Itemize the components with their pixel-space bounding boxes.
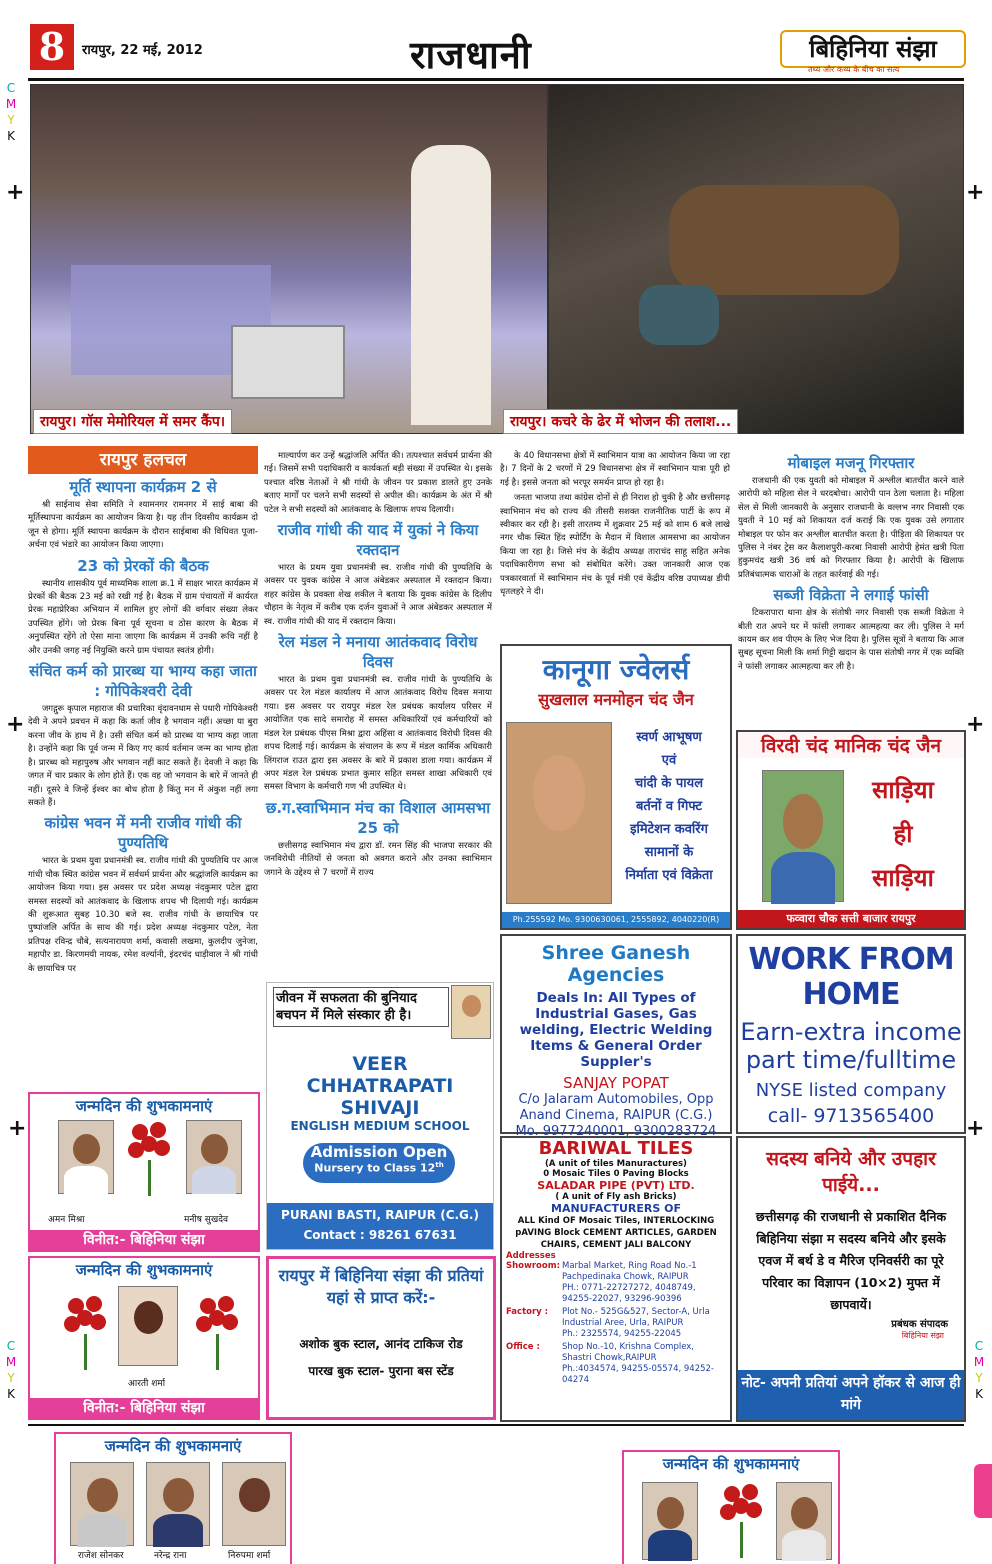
birthday-heading: जन्मदिन की शुभकामनाएं <box>662 1455 800 1473</box>
ad-phone: Ph.255592 Mo. 9300630061, 2555892, 4040220(R) <box>502 912 730 928</box>
portrait-photo <box>222 1462 286 1546</box>
ad-product-list: स्वर्ण आभूषण एवं चांदी के पायल बर्तनों व गिफ्ट इमिटेशन कवरिंग सामानों के निर्माता एवं विक्रेता <box>625 730 713 883</box>
ad-line: ALL Kind OF Mosaic Tiles, INTERLOCKING pAVING Block CEMENT ARTICLES, GARDEN CHAIRS, CEMENT JALI BALCONY <box>515 1216 717 1250</box>
vinit-footer: विनीत:- बिहिनिया संझा <box>30 1398 258 1418</box>
model-photo <box>506 722 612 904</box>
ad-line: 0 Mosaic Tiles 0 Paving Blocks <box>543 1169 689 1179</box>
birthday-box-1 <box>28 1092 260 1252</box>
ad-line: ( A unit of Fly ash Bricks) <box>555 1192 677 1202</box>
stall-line: अशोक बुक स्टाल, आनंद टाकिज रोड <box>299 1337 463 1351</box>
portrait-photo <box>58 1120 114 1194</box>
portrait-photo <box>118 1286 178 1366</box>
shree-ganesh-ad <box>500 934 732 1139</box>
footer-rule <box>28 1424 964 1426</box>
work-from-home-ad <box>736 934 966 1134</box>
ad-body: छत्तीसगढ़ की राजधानी से प्रकाशित दैनिक बिहिनिया संझा म सदस्य बनिये और इसके एवज में बर्थ डे व मैरिज एनिवर्सरी का पूरे परिवार का विज्ञापन (10×2) मुफ्त में छापवायें। <box>755 1209 947 1312</box>
article-text: राजधानी की एक युवती को मोबाइल में अश्लील बातचीत करने वाले आरोपी को महिला सेल ने धरदबोचा। आरोपी पान ठेला चलाता है। महिला सेल से मिली जानकारी के अनुसार राजधानी के वल्लभ नगर निवासी एक युवती ने 10 मई को शिकायत दर्ज कराई कि एक युवक उसे लगातार मोबाइल पर फोन कर अश्लील बातचीत करता है। पीड़िता की शिकायत पर पुलिस ने नंबर ट्रेस कर कैलाशपुरी-करबा निवासी आरोपी हेमंत खत्री पिता हुकुमचंद खत्री 36 वर्ष को गिरफ्तार किया है। आरोपी के खिलाफ प्रतिबंधात्मक धाराओं के तहत कार्रवाई की गई। <box>738 476 964 580</box>
column-1 <box>28 446 258 1086</box>
headline: छ.ग.स्वाभिमान मंच का विशाल आमसभा 25 को <box>265 798 491 837</box>
column-4 <box>738 450 964 730</box>
person-name: नरेन्द्र राना <box>154 1551 187 1561</box>
portrait-photo <box>776 1482 832 1560</box>
article-text: भारत के प्रथम युवा प्रधानमंत्री स्व. राजीव गांधी की पुण्यतिथि पर आज गांधी चौक स्थित कांग्रेस भवन में सर्वधर्म प्रार्थना और श्रद्धांजलि कार्यक्रम का आयोजन किया गया। इस अवसर पर प्रदेश अध्यक्ष नंदकुमार पटेल द्वारा समस्त सदस्यों को आतंकवाद के खिलाफ शपथ भी दिलायी गई। कार्यक्रम की शुरूआत सुबह 10.30 बजे स्व. राजीव गांधी के छायाचित्र पर पुष्पांजलि अर्पित के साथ की गई। प्रदेश अध्यक्ष नंदकुमार पटेल, नेता प्रतिपक्ष रविन्द्र चौबे, सत्यनारायण शर्मा, कवासी लखमा, कुलदीप जुनेजा, महापौर डा. किरणमयी नायक, रमेश वर्ल्यानी, इंदरचंद धाड़ीवाल ने श्री गांधी के छायाचित्र पर <box>28 856 258 974</box>
virdi-saree-ad <box>736 730 966 930</box>
birthday-box-bottom-left <box>54 1432 292 1564</box>
ad-sign: प्रबंधक संपादक <box>891 1319 948 1330</box>
column-3 <box>500 450 730 638</box>
ad-line: part time/fulltime <box>745 1046 957 1074</box>
person-name: राजेश सोनकर <box>78 1551 124 1561</box>
instructor-figure <box>411 145 491 425</box>
article-text: माल्यार्पण कर उन्हें श्रद्धांजलि अर्पित की। तत्पश्चात सर्वधर्म प्रार्थना की गई। जिसमें सभी पदाधिकारी व कार्यकर्ता बड़ी संख्या में उपस्थित थे। इसके पश्चात वरिष्ठ नेताओं ने श्री गांधी के जीवन पर प्रकाश डालते हुए उनके बताए मार्गों पर चलने सभी सदस्यों से अपील की। कार्यक्रम के अंत में श्री पटेल ने सभी सदस्यों को आतंकवाद के खिलाफ शपथ दिलायी। <box>264 451 492 515</box>
headline: मोबाइल मजनू गिरफ्तार <box>787 454 915 472</box>
ad-body: Deals In: All Types of Industrial Gases, Gas welding, Electric Welding Items & General Order Suppler's <box>519 990 713 1070</box>
color-tab <box>974 1464 992 1518</box>
shopkeeper-photo <box>762 770 844 902</box>
page-number: 8 <box>30 24 74 70</box>
registration-plus-icon: + <box>6 712 25 737</box>
vinit-footer: विनीत:- बिहिनिया संझा <box>30 1230 258 1250</box>
ad-line: NYSE listed company <box>755 1080 947 1101</box>
article-text: भारत के प्रथम युवा प्रधानमंत्री स्व. राजीव गांधी की पुण्यतिथि के अवसर पर युवक कांग्रेस ने आज अंबेडकर अस्पताल में रक्तदान किया। शहर कांग्रेस के प्रवक्ता शेख शकील ने बताया कि युवक कांग्रेस के दिलीप चौहान के नेतृत्व में करीब एक दर्जन युवाओं ने आज अंबेडकर अस्पताल में स्व. राजीव गांधी की याद में रक्तदान किया। <box>264 563 492 627</box>
person-name: आरती शर्मा <box>128 1379 166 1389</box>
ad-note: नोट- अपनी प्रतियां अपने हॉकर से आज ही मांगे <box>738 1370 964 1420</box>
admission-open-badge: Admission Open Nursery to Class 12th <box>303 1143 455 1183</box>
registration-plus-icon: + <box>966 1116 985 1141</box>
ad-title: Shree Ganesh Agencies <box>541 942 691 986</box>
rose-bouquet-icon <box>716 1482 768 1560</box>
article-text: टिकरापारा थाना क्षेत्र के संतोषी नगर निवासी एक सब्जी विक्रेता ने बीती रात अपने घर में फांसी लगाकर आत्महत्या कर ली। पुलिस ने मर्ग कायम कर शव पीएम के लिए भेज दिया है। पुलिस सूत्रों ने बताया कि आज सुबह सूचना मिली कि शर्मा गिट्टी खदान के पास संतोषी नगर में एक व्यक्ति ने फांसी लगाकर आत्महत्या कर ली है। <box>738 608 964 672</box>
person-name: मनीष सुखदेव <box>184 1215 229 1225</box>
stall-line: पारख बुक स्टाल- पुराना बस स्टेंड <box>308 1364 454 1378</box>
small-logo: बिहिनिया संझा <box>901 1331 944 1340</box>
summer-camp-photo <box>30 84 548 434</box>
article-text: भारत के प्रथम युवा प्रधानमंत्री स्व. राजीव गांधी के पुण्यतिथि के अवसर पर रेल मंडल कार्यालय में आज आतंकवाद विरोध दिवस मनाया गया। इस अवसर पर रायपुर मंडल रेल प्रबंधक कार्यालय परिसर में आयोजित एक सादे समारोह में समस्त अधिकारियों एवं कर्मचारियों को मंडल रेल प्रबंधक पीएस मिश्रा द्वारा अहिंसा व आतंकवाद विरोधी दिवस की शपथ दिलाई गई। कार्यक्रम के संचालन के रूप में मंडल कार्मिक अधिकारी लिंगराज राउत द्वारा इस अवसर के बारे में प्रकाश डाला गया। कार्यक्रम में अपर मंडल रेल प्रबंधक प्रभात कुमार सहित समस्त शाखा अधिकारी एवं समस्त विभाग के कर्मचारी गण भी उपस्थित थे। <box>264 675 492 793</box>
school-tagline: जीवन में सफलता की बुनियाद बचपन में मिले संस्कार ही है। <box>273 987 449 1027</box>
headline: सब्जी विक्रेता ने लगाई फांसी <box>773 586 929 605</box>
ad-line: Earn-extra income <box>740 1018 962 1046</box>
article-text: जगद्गुरू कृपाल महाराज की प्रचारिका वृंदावनधाम से पधारी गोपिकेश्वरी देवी ने अपने प्रवचन में कहा कि कर्ता जीव है भगवान नहीं। अच्छा या बुरा करना जीव के हाथ में है। उसी संचित कर्म को प्रारब्ध या भाग्य कहा जाता है। उन्होंने कहा कि पूर्व जन्म में किए गए कार्य वर्तमान जन्म का भाग्य होता है। प्रारब्ध को महापुरुष और भगवान नहीं काट सकते हैं। देवजी ने कहा कि जगत में चार प्रकार के लोग होते हैं। एक वह जो भगवान के बारे में जानते ही नहीं। दूसरे वे जिन्हें ईश्वर का बोध होता है किंतु मन में अंकुश नहीं लगा सकते हैं। <box>28 704 258 808</box>
membership-ad <box>736 1136 966 1422</box>
ad-product-list: साड़िया ही साड़िया <box>872 776 934 892</box>
garbage-bin <box>639 285 719 345</box>
portrait-photo <box>146 1462 210 1546</box>
school-name: VEER CHHATRAPATI SHIVAJI ENGLISH MEDIUM SCHOOL <box>290 1053 470 1133</box>
ad-line: MANUFACTURERS OF <box>551 1202 681 1215</box>
article-text: छत्तीसगढ़ स्वाभिमान मंच द्वारा डॉ. रमन सिंह की भाजपा सरकार की जनविरोधी नीतियों से जनता को अवगत कराने और उनका स्वाभिमान जगाने के उद्देश्य से 7 चरणों में राज्य <box>264 840 492 878</box>
article-text: के 40 विधानसभा क्षेत्रों में स्वाभिमान यात्रा का आयोजन किया जा रहा है। 7 दिनों के 2 चरणों में 29 विधानसभा क्षेत्र में स्वाभिमान यात्रा पूरी हो गई है। इससे जनता को भरपूर समर्थन प्राप्त हो रहा है। <box>500 451 730 488</box>
birthday-heading: जन्मदिन की शुभकामनाएं <box>75 1261 213 1279</box>
photo-caption-right: रायपुर। कचरे के ढेर में भोजन की तलाश... <box>503 409 738 434</box>
article-text: श्री साईनाथ सेवा समिति ने श्यामनगर रामनगर में साई बाबा की मूर्तिस्थापना कार्यक्रम का आयोजन किया है। यह तीन दिवसीय कार्यक्रम दो जून से होगा। मूर्ति स्थापना कार्यक्रम के दौरान साईबाबा की विधिवत पूजा-अर्चना एवं भंडारे का आयोजन किया जाएगा। <box>28 500 258 551</box>
ad-title: सदस्य बनिये और उपहार पाईये... <box>766 1148 936 1196</box>
ad-line: (A unit of tiles Manuractures) <box>545 1159 687 1169</box>
address-row: Factory : Plot No.- 525G&527, Sector-A, Urla Industrial Aree, Urla, RAIPUR Ph.: 2325574, 94255-22045 <box>506 1307 710 1339</box>
portrait-photo <box>186 1120 242 1194</box>
ad-title: कानूगा ज्वेलर्स <box>542 653 690 686</box>
registration-plus-icon: + <box>966 180 985 205</box>
masthead-logo: बिहिनिया संझा <box>780 30 966 68</box>
cmyk-mark-bottom-left: C M Y K <box>5 1339 17 1401</box>
registration-plus-icon: + <box>6 180 25 205</box>
headline: मूर्ति स्थापना कार्यक्रम 2 से <box>69 478 217 496</box>
portrait-photo <box>642 1482 698 1560</box>
ad-contact-name: SANJAY POPAT <box>563 1074 669 1092</box>
headline: कांग्रेस भवन में मनी राजीव गांधी की पुण्यतिथि <box>44 814 242 853</box>
address-row: Showroom: Marbal Market, Ring Road No.-1 Pachpedinaka Chowk, RAIPUR PH.: 0771-22727272, 4048749, 94255-22027, 93296-90396 <box>506 1261 697 1304</box>
registration-plus-icon: + <box>8 1116 27 1141</box>
rose-bouquet-icon <box>192 1294 244 1372</box>
person-name: अमन मिश्रा <box>48 1215 85 1225</box>
birthday-box-bottom-right <box>622 1450 840 1564</box>
cow-figure <box>669 185 899 295</box>
ad-call: call- 9713565400 <box>767 1105 935 1127</box>
kanunga-jewellers-ad <box>500 644 732 930</box>
registration-plus-icon: + <box>966 712 985 737</box>
portrait-photo <box>70 1462 134 1546</box>
headline: रेल मंडल ने मनाया आतंकवाद विरोध दिवस <box>278 633 478 672</box>
section-kicker: रायपुर हलचल <box>28 446 258 474</box>
cow-garbage-photo <box>510 84 964 434</box>
article-text: स्थानीय शासकीय पूर्व माध्यमिक शाला क्र.1 में साक्षर भारत कार्यक्रम में प्रेरकों की बैठक 23 मई को रखी गई है। बैठक में ग्राम पंचायतों में कार्यरत प्रेरक महाप्रेरिका अभियान में शामिल हुए लोगों की वर्गवार संख्या लेकर उपस्थित होंगे। जो प्रेरक बिना पूर्व सूचना व ठोस कारण के बैठक में अनुपस्थित रहेंगे तो ऐसा माना जाएगा कि कार्यक्रम में उनकी रूचि नहीं है और उनकी जगह नई नियुक्ति करने ग्राम पंचायत स्वतंत्र होगी। <box>28 578 258 656</box>
ad-subtitle: सुखलाल मनमोहन चंद जैन <box>538 690 694 709</box>
ad-mobile: Mo. 9977240001, 9300283724 <box>515 1124 717 1139</box>
ad-line: Addresses <box>506 1251 556 1261</box>
veer-shivaji-school-ad <box>266 982 494 1250</box>
headline: संचित कर्म को प्रारब्ध या भाग्य कहा जाता : गोपिकेश्वरी देवी <box>29 662 257 701</box>
masthead-tagline: तथ्य और कथ्य के बीच का सत्य <box>808 65 900 74</box>
birthday-box-2 <box>28 1256 260 1420</box>
ad-title: WORK FROM HOME <box>748 942 954 1012</box>
column-2 <box>264 450 492 978</box>
headline: राजीव गांधी की याद में युकां ने किया रक्तदान <box>277 521 479 560</box>
ad-title: BARIWAL TILES <box>538 1138 694 1159</box>
birthday-heading: जन्मदिन की शुभकामनाएं <box>104 1437 242 1455</box>
ad-address: C/o Jalaram Automobiles, Opp Anand Cinema, RAIPUR (C.G.) <box>518 1092 714 1123</box>
article-text: जनता भाजपा तथा कांग्रेस दोनों से ही निराश हो चुकी है और छत्तीसगढ़ स्वाभिमान मंच को राज्य की तीसरी सशक्त राजनीतिक पार्टी के रूप में स्वीकार कर रही है। इसी तारतम्य में शुक्रवार 25 मई को शाम 6 बजे लाखे नगर चौक स्थित हिंद स्पोर्टिंग के मैदान में विशाल आमसभा का आयोजन किया जा रहा है। जिसे मंच के केंद्रीय अध्यक्ष ताराचंद साहू सहित अनेक पदाधिकारीगण सभा को संबोधित करेंगे। उक्त जानकारी आज एक पत्रकारवार्ता में स्वाभिमान मंच के पूर्व मंत्री एवं केंद्रीय वरिष्ठ उपाध्यक्ष डीपी धृतलहरे ने दी। <box>500 493 730 598</box>
microwave-oven <box>231 325 345 399</box>
dateline: रायपुर, 22 मई, 2012 <box>82 43 203 58</box>
rose-bouquet-icon <box>60 1294 112 1372</box>
cmyk-mark-bottom-right: C M Y K <box>973 1339 985 1401</box>
ad-title: रायपुर में बिहिनिया संझा की प्रतियां यहां से प्राप्त करें:- <box>278 1266 484 1307</box>
ad-title: विरदी चंद मानिक चंद जैन <box>738 732 964 758</box>
cmyk-mark-top-left: C M Y K <box>5 81 17 143</box>
address-row: Office : Shop No.-10, Krishna Complex, Shastri Chowk,RAIPUR Ph.:4034574, 94255-05574, 94252-04274 <box>506 1342 714 1385</box>
section-title: राजधानी <box>410 32 532 77</box>
photo-caption-left: रायपुर। गॉस मेमोरियल में समर कैंप। <box>33 409 232 434</box>
rose-bouquet-icon <box>124 1120 176 1198</box>
header-rule <box>28 78 964 81</box>
bariwal-tiles-ad <box>500 1136 732 1422</box>
ad-footer: फव्वारा चौक सत्ती बाजार रायपुर <box>738 910 964 928</box>
person-name: निरुपमा शर्मा <box>228 1551 271 1561</box>
headline: 23 को प्रेरकों की बैठक <box>77 556 209 575</box>
copies-availability-ad <box>266 1256 496 1420</box>
girl-photo <box>451 985 491 1039</box>
birthday-heading: जन्मदिन की शुभकामनाएं <box>75 1097 213 1115</box>
ad-line: SALADAR PIPE (PVT) LTD. <box>537 1179 695 1192</box>
school-contact: PURANI BASTI, RAIPUR (C.G.) Contact : 98261 67631 <box>267 1203 493 1249</box>
